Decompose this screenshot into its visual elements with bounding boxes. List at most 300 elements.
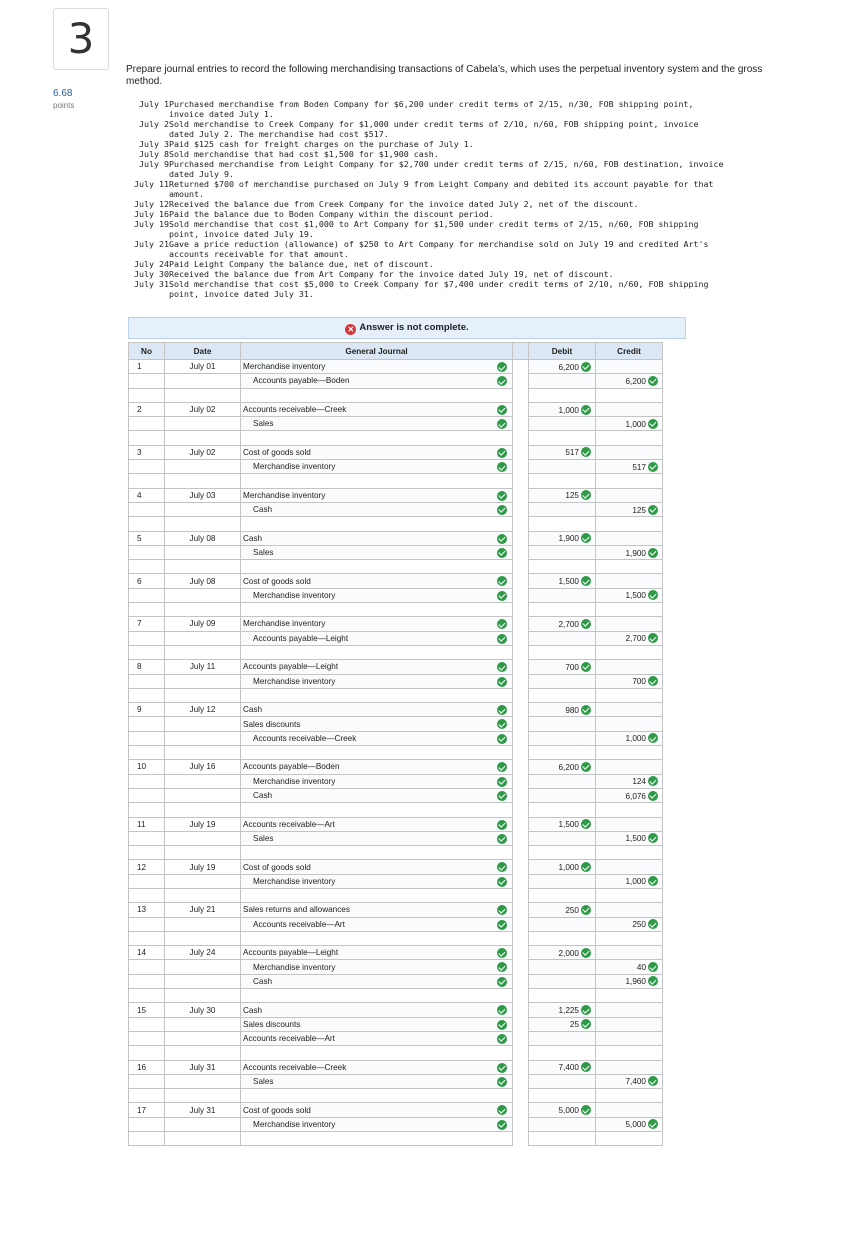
credit-field[interactable] xyxy=(596,803,663,817)
account-field[interactable] xyxy=(241,603,513,617)
account-field[interactable] xyxy=(241,703,513,717)
entry-date[interactable] xyxy=(165,545,241,559)
account-field[interactable] xyxy=(241,445,513,459)
column-gap xyxy=(513,903,529,917)
account-name: Cash xyxy=(243,1005,263,1015)
column-gap xyxy=(513,1132,529,1146)
entry-date[interactable]: July 31 xyxy=(165,1060,241,1074)
credit-field[interactable] xyxy=(596,1074,663,1088)
debit-field[interactable] xyxy=(529,545,596,559)
debit-field[interactable] xyxy=(529,402,596,416)
check-icon xyxy=(497,634,507,644)
account-field[interactable] xyxy=(241,1031,513,1045)
credit-field[interactable] xyxy=(596,974,663,988)
debit-field[interactable] xyxy=(529,474,596,488)
entry-number: 10 xyxy=(129,760,165,774)
credit-amount: 5,000 xyxy=(625,1120,646,1130)
entry-date[interactable] xyxy=(165,803,241,817)
entry-date[interactable]: July 01 xyxy=(165,360,241,374)
entry-date[interactable] xyxy=(165,788,241,802)
entry-date[interactable]: July 02 xyxy=(165,445,241,459)
account-field[interactable] xyxy=(241,360,513,374)
credit-field[interactable] xyxy=(596,1060,663,1074)
debit-field[interactable] xyxy=(529,502,596,516)
account-field[interactable] xyxy=(241,460,513,474)
transaction-date: July 31 xyxy=(134,279,169,289)
entry-date[interactable] xyxy=(165,417,241,431)
debit-field[interactable] xyxy=(529,717,596,731)
entry-date[interactable] xyxy=(165,989,241,1003)
debit-field[interactable] xyxy=(529,531,596,545)
account-name: Accounts receivable—Art xyxy=(243,819,335,829)
account-field[interactable] xyxy=(241,431,513,445)
debit-field[interactable] xyxy=(529,931,596,945)
column-gap xyxy=(513,746,529,760)
entry-date[interactable] xyxy=(165,1017,241,1031)
column-gap xyxy=(513,674,529,688)
column-gap xyxy=(513,788,529,802)
column-gap xyxy=(513,989,529,1003)
account-field[interactable] xyxy=(241,817,513,831)
debit-field[interactable] xyxy=(529,1046,596,1060)
credit-field[interactable] xyxy=(596,431,663,445)
debit-field[interactable] xyxy=(529,688,596,702)
account-field[interactable] xyxy=(241,660,513,674)
debit-field[interactable] xyxy=(529,488,596,502)
account-field[interactable] xyxy=(241,1017,513,1031)
account-field[interactable] xyxy=(241,860,513,874)
check-icon xyxy=(497,1005,507,1015)
account-field[interactable] xyxy=(241,688,513,702)
transaction-date: July 3 xyxy=(139,139,169,149)
credit-field[interactable] xyxy=(596,631,663,645)
account-field[interactable] xyxy=(241,617,513,631)
journal-table xyxy=(128,342,663,1146)
check-icon xyxy=(581,576,591,586)
entry-date[interactable]: July 24 xyxy=(165,946,241,960)
debit-field[interactable] xyxy=(529,874,596,888)
credit-field[interactable] xyxy=(596,788,663,802)
debit-field[interactable] xyxy=(529,831,596,845)
credit-field[interactable] xyxy=(596,603,663,617)
entry-date[interactable]: July 12 xyxy=(165,703,241,717)
credit-field[interactable] xyxy=(596,474,663,488)
check-icon xyxy=(497,877,507,887)
debit-field[interactable] xyxy=(529,946,596,960)
debit-field[interactable] xyxy=(529,703,596,717)
entry-number xyxy=(129,974,165,988)
account-field[interactable] xyxy=(241,517,513,531)
account-field[interactable] xyxy=(241,1103,513,1117)
credit-amount: 1,500 xyxy=(625,834,646,844)
entry-number xyxy=(129,746,165,760)
entry-date[interactable]: July 16 xyxy=(165,760,241,774)
debit-field[interactable] xyxy=(529,1103,596,1117)
transaction-date: July 24 xyxy=(134,259,169,269)
entry-date[interactable] xyxy=(165,674,241,688)
entry-date[interactable] xyxy=(165,1031,241,1045)
account-field[interactable] xyxy=(241,746,513,760)
debit-field[interactable] xyxy=(529,817,596,831)
account-field[interactable] xyxy=(241,374,513,388)
credit-field[interactable] xyxy=(596,560,663,574)
account-field[interactable] xyxy=(241,560,513,574)
credit-field[interactable] xyxy=(596,1089,663,1103)
entry-date[interactable]: July 08 xyxy=(165,574,241,588)
entry-date[interactable] xyxy=(165,460,241,474)
check-icon xyxy=(648,590,658,600)
debit-field[interactable] xyxy=(529,574,596,588)
credit-field[interactable] xyxy=(596,931,663,945)
credit-field[interactable] xyxy=(596,831,663,845)
account-field[interactable] xyxy=(241,488,513,502)
credit-field[interactable] xyxy=(596,817,663,831)
account-field[interactable] xyxy=(241,960,513,974)
account-name: Accounts payable—Boden xyxy=(253,376,350,386)
journal-line xyxy=(129,788,663,802)
entry-number xyxy=(129,588,165,602)
entry-date[interactable]: July 19 xyxy=(165,817,241,831)
entry-date[interactable]: July 30 xyxy=(165,1003,241,1017)
account-field[interactable] xyxy=(241,760,513,774)
credit-field[interactable] xyxy=(596,545,663,559)
column-gap xyxy=(513,888,529,902)
account-field[interactable] xyxy=(241,803,513,817)
column-gap xyxy=(513,703,529,717)
check-icon xyxy=(497,1120,507,1130)
account-field[interactable] xyxy=(241,1117,513,1131)
header-general-journal: General Journal xyxy=(241,343,513,360)
debit-field[interactable] xyxy=(529,460,596,474)
debit-field[interactable] xyxy=(529,560,596,574)
entry-date[interactable] xyxy=(165,517,241,531)
debit-amount: 1,900 xyxy=(558,534,579,544)
points-label: points xyxy=(53,101,75,110)
debit-amount: 980 xyxy=(565,705,579,715)
account-field[interactable] xyxy=(241,1074,513,1088)
debit-field[interactable] xyxy=(529,417,596,431)
column-gap xyxy=(513,874,529,888)
debit-field[interactable] xyxy=(529,1089,596,1103)
credit-field[interactable] xyxy=(596,360,663,374)
debit-field[interactable] xyxy=(529,517,596,531)
account-field[interactable] xyxy=(241,1046,513,1060)
account-field[interactable] xyxy=(241,1089,513,1103)
account-field[interactable] xyxy=(241,1003,513,1017)
account-field[interactable] xyxy=(241,874,513,888)
credit-field[interactable] xyxy=(596,417,663,431)
debit-field[interactable] xyxy=(529,974,596,988)
debit-field[interactable] xyxy=(529,374,596,388)
debit-field[interactable] xyxy=(529,431,596,445)
debit-field[interactable] xyxy=(529,360,596,374)
entry-date[interactable] xyxy=(165,1089,241,1103)
credit-field[interactable] xyxy=(596,1132,663,1146)
credit-field[interactable] xyxy=(596,731,663,745)
debit-field[interactable] xyxy=(529,746,596,760)
column-gap xyxy=(513,588,529,602)
check-icon xyxy=(581,447,591,457)
debit-field[interactable] xyxy=(529,1074,596,1088)
entry-number xyxy=(129,674,165,688)
credit-field[interactable] xyxy=(596,588,663,602)
account-field[interactable] xyxy=(241,502,513,516)
credit-field[interactable] xyxy=(596,445,663,459)
debit-amount: 700 xyxy=(565,662,579,672)
entry-date[interactable]: July 11 xyxy=(165,660,241,674)
account-field[interactable] xyxy=(241,989,513,1003)
entry-number: 15 xyxy=(129,1003,165,1017)
entry-date[interactable] xyxy=(165,888,241,902)
entry-date[interactable] xyxy=(165,746,241,760)
account-field[interactable] xyxy=(241,545,513,559)
transaction-item xyxy=(126,159,766,179)
debit-amount: 7,400 xyxy=(558,1063,579,1073)
check-icon xyxy=(497,719,507,729)
debit-field[interactable] xyxy=(529,388,596,402)
entry-date[interactable] xyxy=(165,431,241,445)
check-icon xyxy=(497,462,507,472)
entry-number: 6 xyxy=(129,574,165,588)
credit-field[interactable] xyxy=(596,517,663,531)
credit-field[interactable] xyxy=(596,660,663,674)
debit-field[interactable] xyxy=(529,917,596,931)
debit-field[interactable] xyxy=(529,603,596,617)
journal-line xyxy=(129,545,663,559)
entry-date[interactable] xyxy=(165,960,241,974)
entry-date[interactable]: July 02 xyxy=(165,402,241,416)
account-field[interactable] xyxy=(241,903,513,917)
entry-date[interactable] xyxy=(165,831,241,845)
debit-field[interactable] xyxy=(529,1117,596,1131)
entry-date[interactable] xyxy=(165,560,241,574)
debit-field[interactable] xyxy=(529,760,596,774)
account-field[interactable] xyxy=(241,831,513,845)
account-field[interactable] xyxy=(241,588,513,602)
entry-number: 1 xyxy=(129,360,165,374)
entry-date[interactable]: July 19 xyxy=(165,860,241,874)
credit-field[interactable] xyxy=(596,960,663,974)
check-icon xyxy=(497,677,507,687)
debit-field[interactable] xyxy=(529,588,596,602)
journal-line xyxy=(129,731,663,745)
column-gap xyxy=(513,445,529,459)
entry-date[interactable]: July 03 xyxy=(165,488,241,502)
column-gap xyxy=(513,731,529,745)
credit-field[interactable] xyxy=(596,888,663,902)
credit-field[interactable] xyxy=(596,374,663,388)
entry-date[interactable] xyxy=(165,931,241,945)
journal-line xyxy=(129,445,663,459)
credit-field[interactable] xyxy=(596,460,663,474)
debit-field[interactable] xyxy=(529,645,596,659)
entry-number xyxy=(129,545,165,559)
entry-date[interactable] xyxy=(165,502,241,516)
debit-field[interactable] xyxy=(529,631,596,645)
debit-field[interactable] xyxy=(529,846,596,860)
entry-date[interactable] xyxy=(165,374,241,388)
entry-date[interactable]: July 08 xyxy=(165,531,241,545)
debit-field[interactable] xyxy=(529,989,596,1003)
account-field[interactable] xyxy=(241,402,513,416)
account-field[interactable] xyxy=(241,946,513,960)
credit-field[interactable] xyxy=(596,917,663,931)
account-name: Merchandise inventory xyxy=(243,490,326,500)
entry-date[interactable] xyxy=(165,645,241,659)
entry-date[interactable] xyxy=(165,474,241,488)
account-field[interactable] xyxy=(241,931,513,945)
credit-field[interactable] xyxy=(596,531,663,545)
debit-field[interactable] xyxy=(529,888,596,902)
debit-field[interactable] xyxy=(529,445,596,459)
debit-field[interactable] xyxy=(529,860,596,874)
check-icon xyxy=(581,1019,591,1029)
debit-field[interactable] xyxy=(529,1031,596,1045)
column-gap xyxy=(513,531,529,545)
account-field[interactable] xyxy=(241,417,513,431)
credit-field[interactable] xyxy=(596,903,663,917)
journal-line xyxy=(129,703,663,717)
debit-field[interactable] xyxy=(529,1003,596,1017)
debit-field[interactable] xyxy=(529,660,596,674)
account-field[interactable] xyxy=(241,1132,513,1146)
check-icon xyxy=(497,820,507,830)
entry-number xyxy=(129,774,165,788)
account-field[interactable] xyxy=(241,846,513,860)
journal-blank-row xyxy=(129,989,663,1003)
credit-field[interactable] xyxy=(596,674,663,688)
account-field[interactable] xyxy=(241,788,513,802)
entry-number: 4 xyxy=(129,488,165,502)
check-icon xyxy=(497,962,507,972)
entry-date[interactable]: July 31 xyxy=(165,1103,241,1117)
credit-field[interactable] xyxy=(596,1117,663,1131)
entry-date[interactable] xyxy=(165,388,241,402)
account-field[interactable] xyxy=(241,774,513,788)
entry-date[interactable] xyxy=(165,917,241,931)
credit-field[interactable] xyxy=(596,488,663,502)
account-field[interactable] xyxy=(241,974,513,988)
debit-field[interactable] xyxy=(529,788,596,802)
entry-number xyxy=(129,1074,165,1088)
credit-field[interactable] xyxy=(596,502,663,516)
credit-field[interactable] xyxy=(596,1003,663,1017)
account-field[interactable] xyxy=(241,645,513,659)
account-field[interactable] xyxy=(241,674,513,688)
credit-field[interactable] xyxy=(596,388,663,402)
credit-field[interactable] xyxy=(596,1017,663,1031)
credit-field[interactable] xyxy=(596,989,663,1003)
credit-amount: 700 xyxy=(632,677,646,687)
credit-field[interactable] xyxy=(596,760,663,774)
entry-date[interactable] xyxy=(165,774,241,788)
entry-date[interactable] xyxy=(165,846,241,860)
account-field[interactable] xyxy=(241,1060,513,1074)
check-icon xyxy=(581,405,591,415)
debit-amount: 1,500 xyxy=(558,820,579,830)
entry-date[interactable]: July 09 xyxy=(165,617,241,631)
debit-field[interactable] xyxy=(529,803,596,817)
entry-date[interactable] xyxy=(165,731,241,745)
check-icon xyxy=(497,662,507,672)
entry-date[interactable] xyxy=(165,688,241,702)
debit-field[interactable] xyxy=(529,1060,596,1074)
entry-date[interactable] xyxy=(165,603,241,617)
entry-date[interactable] xyxy=(165,631,241,645)
column-gap xyxy=(513,488,529,502)
entry-number: 14 xyxy=(129,946,165,960)
account-name: Accounts payable—Leight xyxy=(253,633,349,643)
debit-amount: 5,000 xyxy=(558,1106,579,1116)
entry-date[interactable] xyxy=(165,1046,241,1060)
entry-date[interactable] xyxy=(165,717,241,731)
debit-field[interactable] xyxy=(529,1132,596,1146)
check-icon xyxy=(648,791,658,801)
debit-field[interactable] xyxy=(529,617,596,631)
credit-field[interactable] xyxy=(596,774,663,788)
debit-field[interactable] xyxy=(529,960,596,974)
account-field[interactable] xyxy=(241,631,513,645)
entry-date[interactable] xyxy=(165,874,241,888)
account-field[interactable] xyxy=(241,888,513,902)
account-field[interactable] xyxy=(241,917,513,931)
journal-line xyxy=(129,374,663,388)
debit-field[interactable] xyxy=(529,903,596,917)
debit-field[interactable] xyxy=(529,731,596,745)
credit-field[interactable] xyxy=(596,717,663,731)
credit-field[interactable] xyxy=(596,645,663,659)
account-field[interactable] xyxy=(241,574,513,588)
entry-date[interactable] xyxy=(165,1117,241,1131)
account-field[interactable] xyxy=(241,388,513,402)
account-field[interactable] xyxy=(241,717,513,731)
transaction-item xyxy=(126,179,766,199)
entry-number xyxy=(129,560,165,574)
journal-blank-row xyxy=(129,388,663,402)
credit-field[interactable] xyxy=(596,1046,663,1060)
credit-field[interactable] xyxy=(596,746,663,760)
transaction-item xyxy=(126,219,766,239)
entry-date[interactable] xyxy=(165,1132,241,1146)
debit-field[interactable] xyxy=(529,674,596,688)
journal-line xyxy=(129,660,663,674)
column-gap xyxy=(513,917,529,931)
credit-field[interactable] xyxy=(596,846,663,860)
credit-field[interactable] xyxy=(596,617,663,631)
credit-field[interactable] xyxy=(596,1103,663,1117)
credit-field[interactable] xyxy=(596,874,663,888)
account-field[interactable] xyxy=(241,474,513,488)
account-field[interactable] xyxy=(241,531,513,545)
entry-date[interactable] xyxy=(165,1074,241,1088)
credit-field[interactable] xyxy=(596,574,663,588)
credit-field[interactable] xyxy=(596,688,663,702)
entry-date[interactable] xyxy=(165,974,241,988)
transaction-item xyxy=(126,139,766,149)
column-gap xyxy=(513,474,529,488)
credit-field[interactable] xyxy=(596,703,663,717)
debit-field[interactable] xyxy=(529,774,596,788)
credit-field[interactable] xyxy=(596,1031,663,1045)
account-field[interactable] xyxy=(241,731,513,745)
entry-date[interactable]: July 21 xyxy=(165,903,241,917)
entry-date[interactable] xyxy=(165,588,241,602)
debit-field[interactable] xyxy=(529,1017,596,1031)
credit-field[interactable] xyxy=(596,402,663,416)
credit-field[interactable] xyxy=(596,946,663,960)
debit-amount: 125 xyxy=(565,491,579,501)
credit-field[interactable] xyxy=(596,860,663,874)
